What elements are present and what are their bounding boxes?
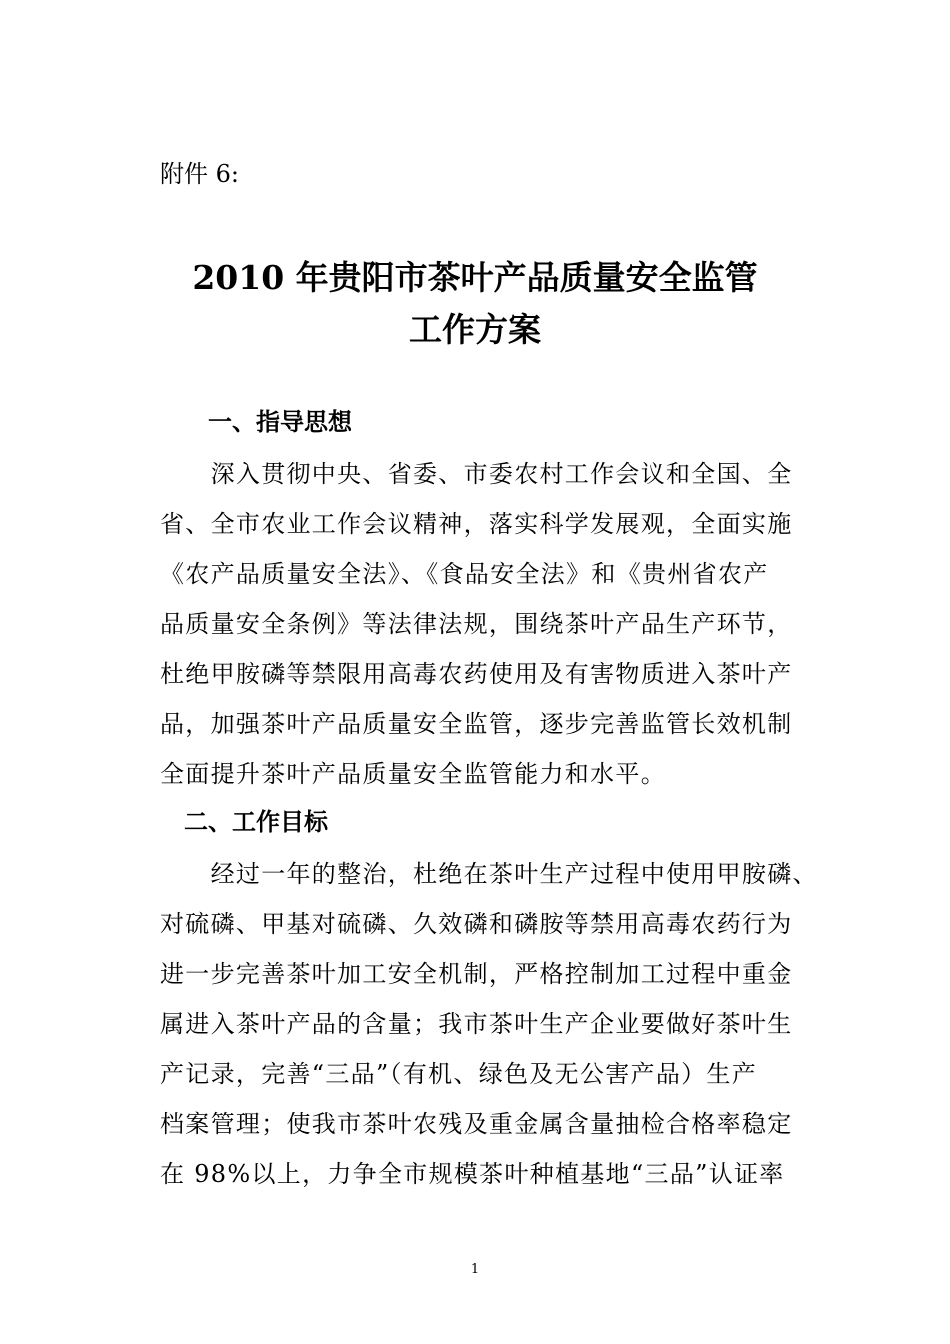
paragraph-line: 产记录，完善“三品”（有机、绿色及无公害产品）生产: [160, 1060, 758, 1088]
paragraph-line: 进一步完善茶叶加工安全机制，严格控制加工过程中重金: [160, 960, 793, 988]
paragraph-line: 《农产品质量安全法》、《食品安全法》和《贵州省农产: [160, 560, 769, 588]
paragraph-line: 省、全市农业工作会议精神，落实科学发展观，全面实施: [160, 510, 793, 538]
paragraph-line: 全面提升茶叶产品质量安全监管能力和水平。: [160, 760, 666, 788]
section-heading-work-goals: 二、工作目标: [184, 808, 328, 836]
section-heading-guiding-ideology: 一、指导思想: [208, 408, 352, 436]
document-title-line-2: 工作方案: [409, 310, 541, 349]
paragraph-line: 档案管理；使我市茶叶农残及重金属含量抽检合格率稳定: [160, 1110, 793, 1138]
attachment-label: 附件 6:: [160, 160, 239, 188]
paragraph-line: 在 98%以上，力争全市规模茶叶种植基地“三品”认证率: [160, 1160, 785, 1188]
page-number: 1: [470, 1262, 480, 1277]
paragraph-line: 属进入茶叶产品的含量；我市茶叶生产企业要做好茶叶生: [160, 1010, 793, 1038]
document-title-line-1: 2010 年贵阳市茶叶产品质量安全监管: [192, 258, 758, 297]
paragraph-line: 品，加强茶叶产品质量安全监管，逐步完善监管长效机制: [160, 710, 793, 738]
paragraph-line: 杜绝甲胺磷等禁限用高毒农药使用及有害物质进入茶叶产: [160, 660, 793, 688]
paragraph-line: 品质量安全条例》等法律法规，围绕茶叶产品生产环节，: [160, 610, 793, 638]
paragraph-line: 经过一年的整治，杜绝在茶叶生产过程中使用甲胺磷、: [160, 860, 818, 888]
paragraph-line: 对硫磷、甲基对硫磷、久效磷和磷胺等禁用高毒农药行为: [160, 910, 793, 938]
paragraph-line: 深入贯彻中央、省委、市委农村工作会议和全国、全: [160, 460, 793, 488]
